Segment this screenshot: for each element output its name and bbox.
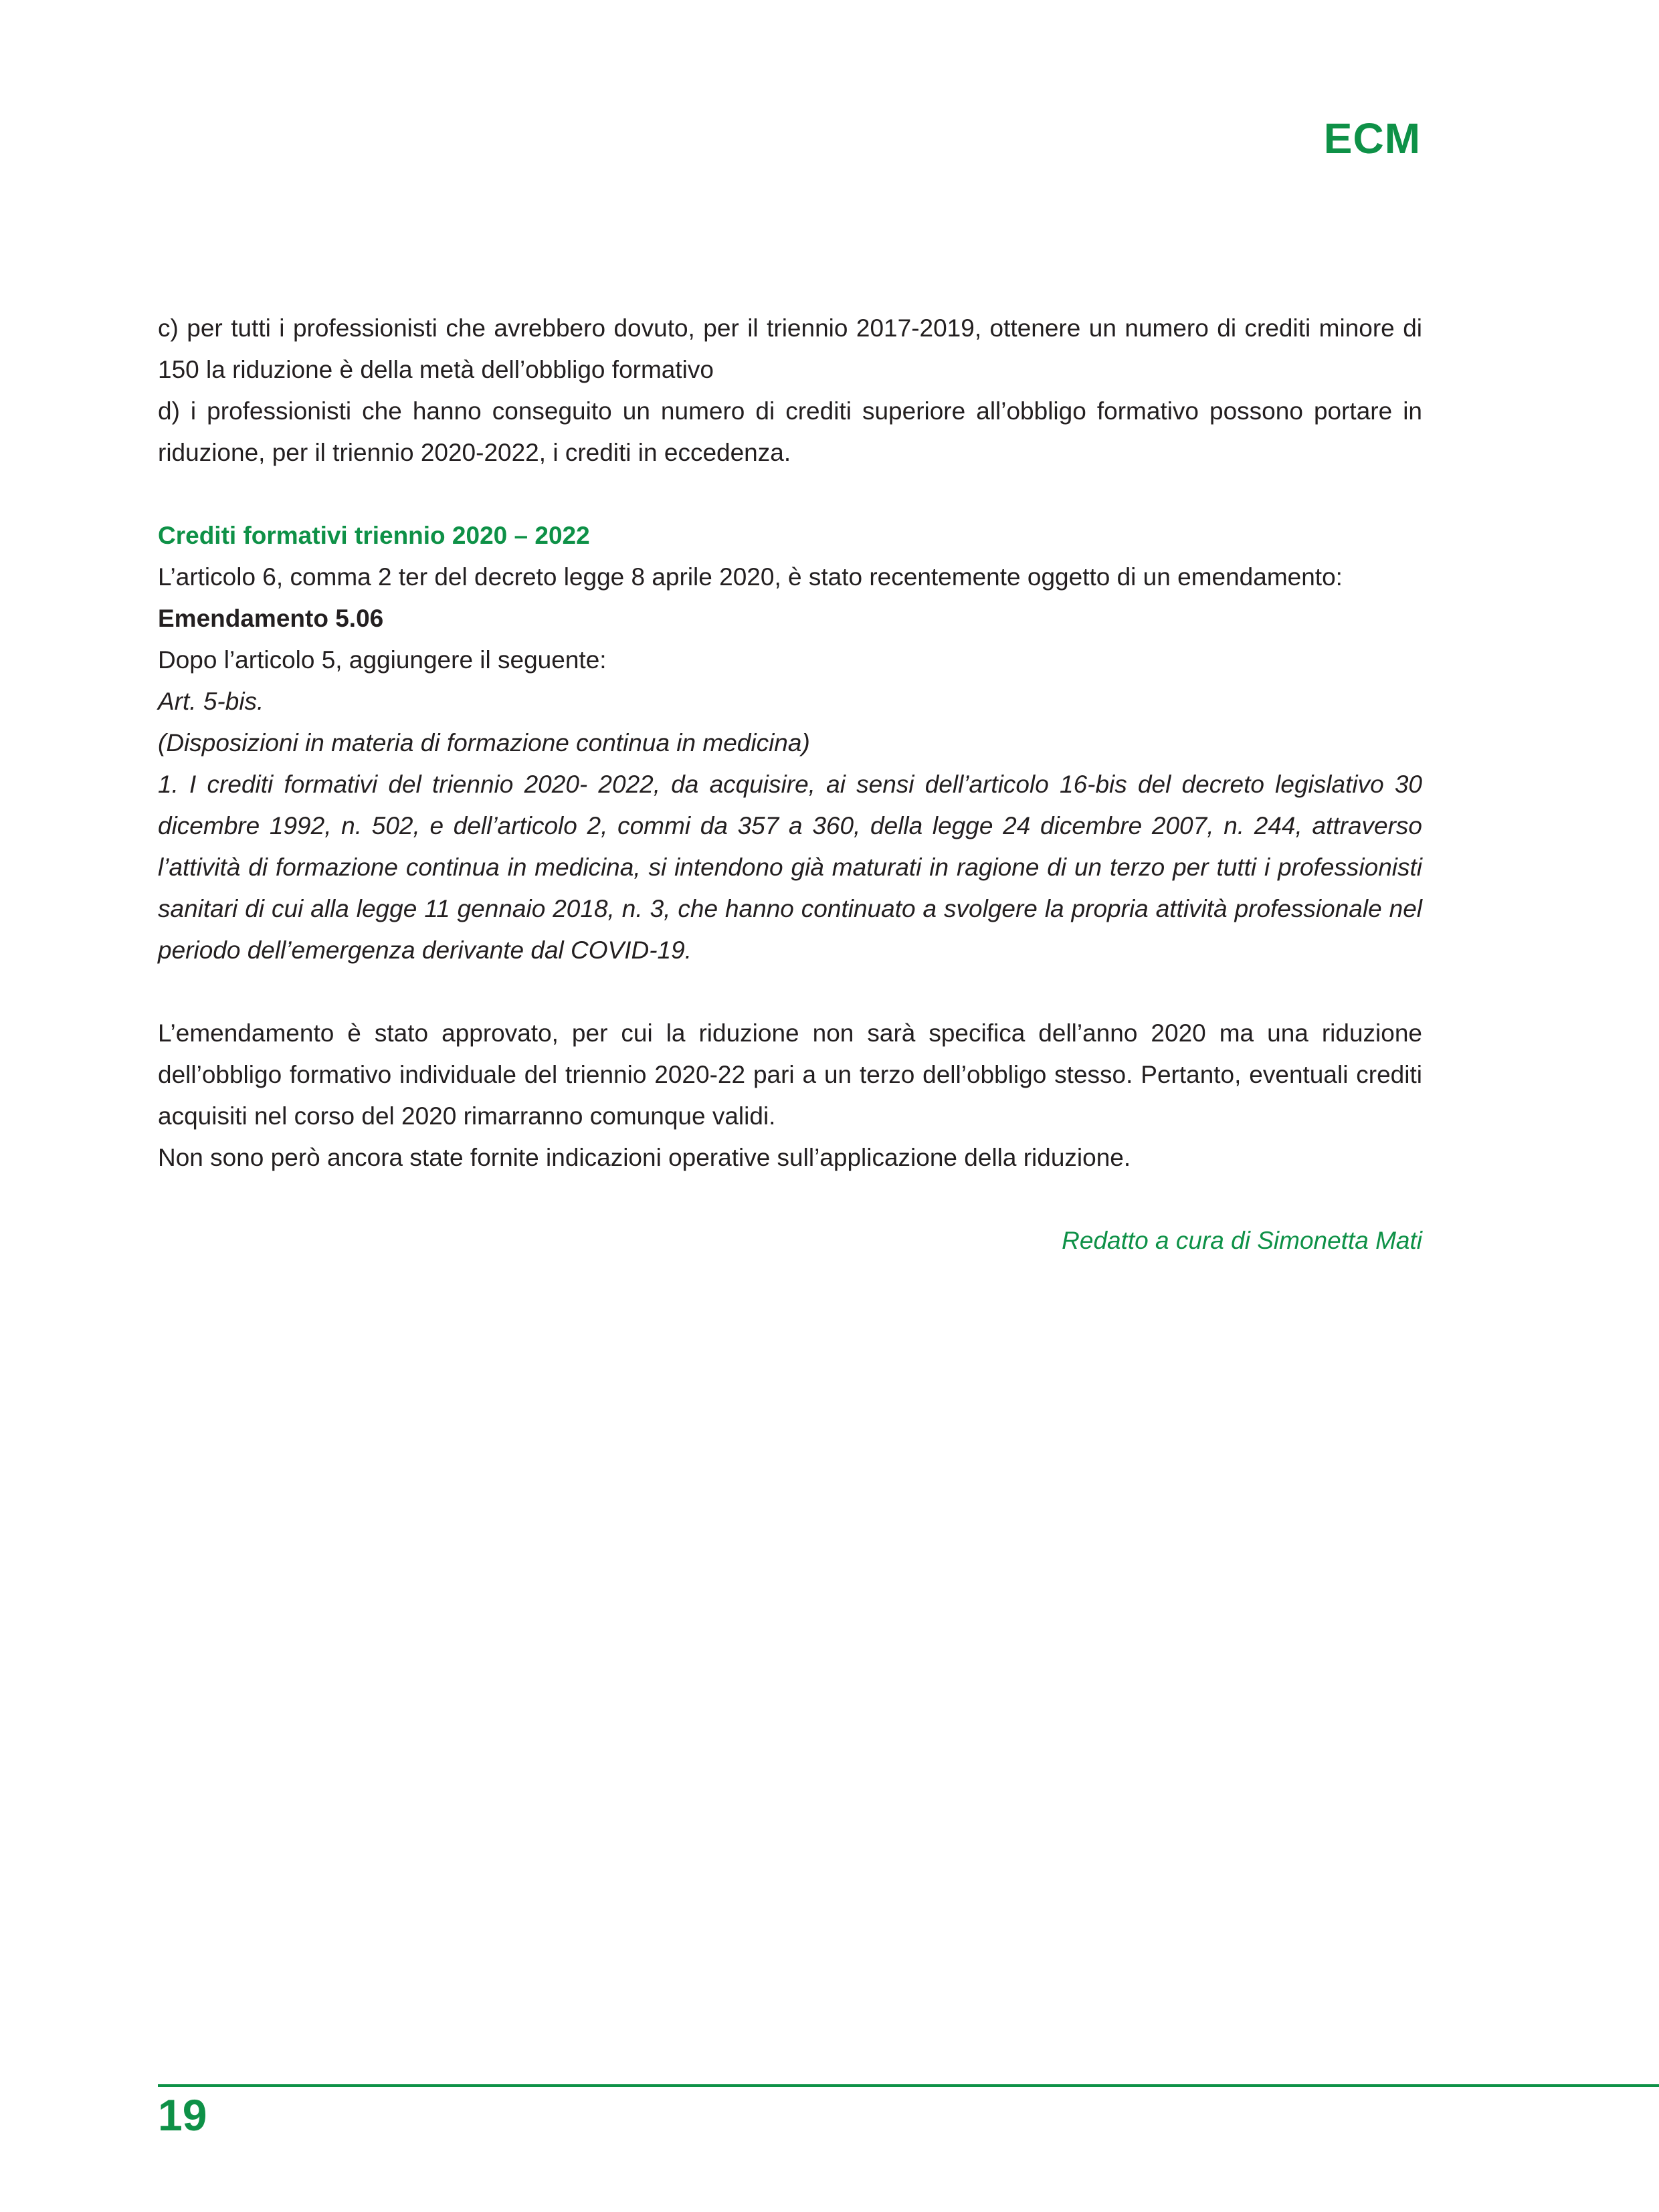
intro-paragraph: L’articolo 6, comma 2 ter del decreto legge 8 aprile 2020, è stato recentemente oggetto di un emendamento: [158, 563, 1343, 591]
paragraph-spacer [158, 971, 1422, 1013]
amendment-instruction: Dopo l’articolo 5, aggiungere il seguente: [158, 646, 607, 674]
subheading: Crediti formativi triennio 2020 – 2022 [158, 522, 590, 549]
amendment-title: Emendamento 5.06 [158, 605, 384, 632]
page-number: 19 [158, 2090, 207, 2140]
list-item-c: c) per tutti i professionisti che avrebbero dovuto, per il triennio 2017-2019, ottenere un numero di crediti minore di 150 la riduzione è della metà dell’obbligo formativo [158, 314, 1422, 383]
paragraph-spacer [158, 1179, 1422, 1220]
article-text: 1. I crediti formativi del triennio 2020- 2022, da acquisire, ai sensi dell’articolo 16-bis del decreto legislativo 30 dicembre 1992, n. 502, e dell’articolo 2, commi da 357 a 360, della legge 24 dicembre 2007, n. 244, attraverso l’attività di formazione continua in medicina, si intendono già maturati in ragione di un terzo per tutti i professionisti sanitari di cui alla legge 11 gennaio 2018, n. 3, che hanno continuato a svolgere la propria attività professionale nel periodo dell’emergenza derivante dal COVID-19. [158, 771, 1422, 964]
article-label: Art. 5-bis. [158, 688, 264, 715]
approval-paragraph: L’emendamento è stato approvato, per cui la riduzione non sarà specifica dell’anno 2020 ma una riduzione dell’obbligo formativo individuale del triennio 2020-22 pari a un terzo dell’obbligo stesso. Pertanto, eventuali crediti acquisiti nel corso del 2020 rimarranno comunque validi. [158, 1019, 1422, 1130]
closing-paragraph: Non sono però ancora state fornite indicazioni operative sull’applicazione della riduzione. [158, 1144, 1131, 1171]
author-signature: Redatto a cura di Simonetta Mati [1062, 1227, 1422, 1254]
paragraph-spacer [158, 474, 1422, 515]
section-title: ECM [1323, 114, 1421, 163]
footer-divider [158, 2084, 1659, 2087]
article-content [158, 308, 1422, 1262]
article-subtitle: (Disposizioni in materia di formazione continua in medicina) [158, 729, 810, 757]
list-item-d: d) i professionisti che hanno conseguito un numero di crediti superiore all’obbligo formativo possono portare in riduzione, per il triennio 2020-2022, i crediti in eccedenza. [158, 397, 1422, 466]
